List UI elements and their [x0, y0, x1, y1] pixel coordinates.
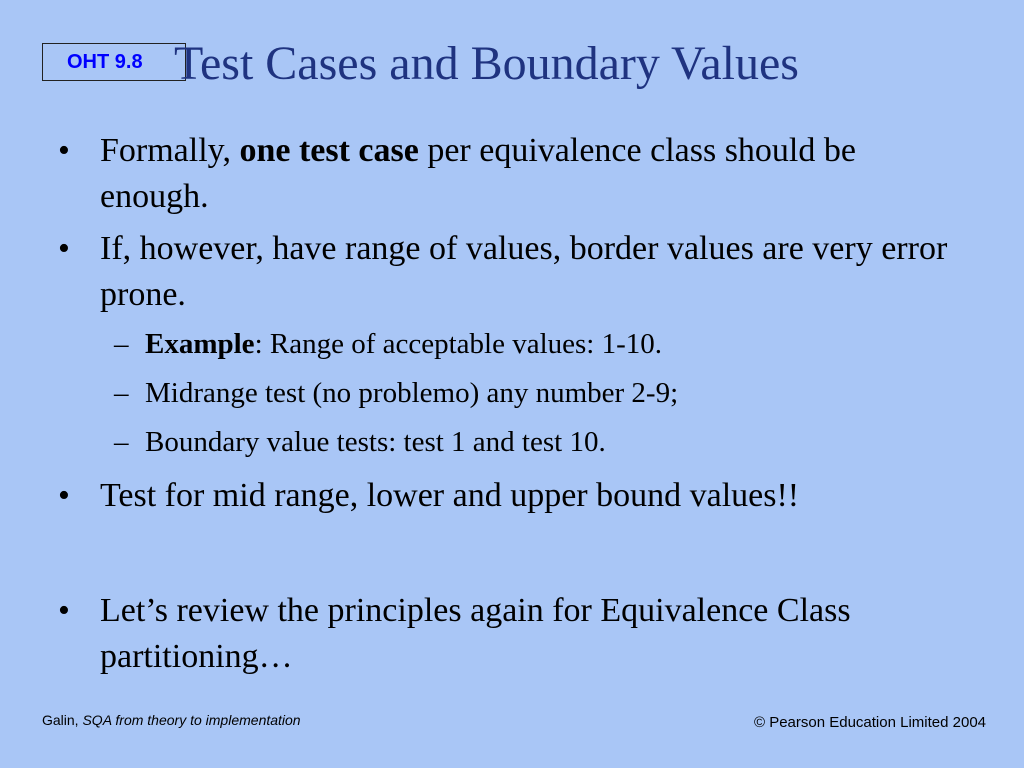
footer-copyright: © Pearson Education Limited 2004	[753, 714, 986, 731]
sub-bullet-text: : Range of acceptable values: 1-10.	[254, 328, 663, 360]
footer-source	[42, 712, 301, 728]
sub-bullet-item	[58, 324, 958, 364]
bullet-marker: •	[58, 132, 70, 169]
footer-book-title: SQA from theory to implementation	[82, 712, 301, 728]
bullet-item	[58, 226, 958, 318]
bullet-emphasis: one test case	[239, 132, 419, 169]
bullet-marker: •	[58, 230, 70, 267]
slide-title: Test Cases and Boundary Values	[174, 37, 799, 90]
bullet-item	[58, 588, 958, 680]
slide-tag: OHT 9.8	[67, 51, 143, 73]
sub-bullet-emphasis: Example	[145, 328, 255, 360]
bullet-marker: •	[58, 477, 70, 514]
footer-author: Galin,	[42, 712, 83, 728]
sub-bullet-item	[58, 373, 958, 413]
bullet-item	[58, 128, 958, 220]
bullet-text: If, however, have range of values, border values are very error prone.	[100, 230, 948, 313]
bullet-text: per equivalence class should be enough.	[100, 132, 856, 215]
sub-bullet-text: Midrange test (no problemo) any number 2-9;	[145, 377, 679, 409]
bullet-text: Test for mid range, lower and upper bound values!!	[100, 477, 800, 514]
sub-bullet-marker: –	[114, 328, 129, 360]
bullet-text: Formally,	[100, 132, 240, 169]
sub-bullet-marker: –	[114, 377, 129, 409]
slide-body	[58, 128, 958, 680]
bullet-text: Let’s review the principles again for Equivalence Class partitioning…	[100, 592, 851, 675]
bullet-item	[58, 473, 958, 519]
sub-bullet-item	[58, 422, 958, 462]
sub-bullet-marker: –	[114, 426, 129, 458]
bullet-marker: •	[58, 592, 70, 629]
sub-bullet-text: Boundary value tests: test 1 and test 10.	[145, 426, 606, 458]
